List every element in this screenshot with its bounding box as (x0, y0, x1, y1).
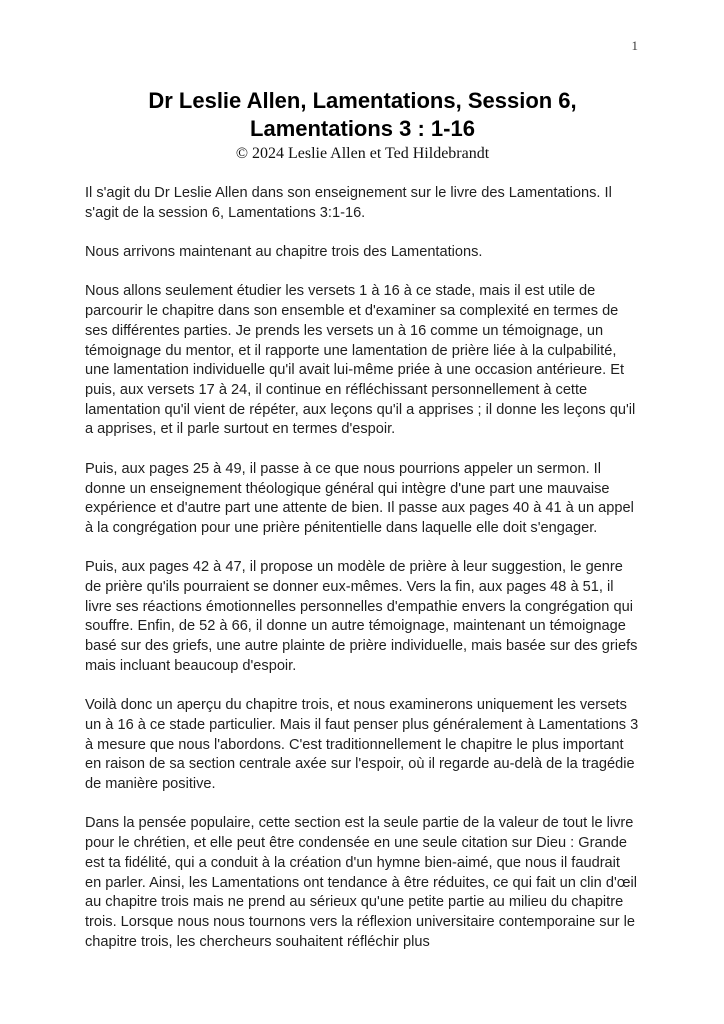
paragraph-intro: Il s'agit du Dr Leslie Allen dans son enseignement sur le livre des Lamentations. Il s'agit de la session 6, Lamentations 3:1-16. (85, 185, 612, 221)
document-body (85, 184, 640, 952)
title-line-2: Lamentations 3 : 1-16 (250, 116, 475, 141)
paragraph-verses-overview: Nous allons seulement étudier les versets 1 à 16 à ce stade, mais il est utile de parcourir le chapitre dans son ensemble et d'examiner sa complexité en termes de ses différentes parties. Je prends les versets un à 16 comme un témoignage, un témoignage du mentor, et il rapporte une lamentation de prière liée à la culpabilité, une lamentation individuelle qu'il avait lui-même priée à une occasion antérieure. Et puis, aux versets 17 à 24, il continue en réfléchissant personnellement à cette lamentation qu'il vient de répéter, aux leçons qu'il a apprises ; il donne les leçons qu'il a apprises, et il parle surtout en termes d'espoir. (85, 283, 636, 438)
paragraph-chapter-summary: Voilà donc un aperçu du chapitre trois, et nous examinerons uniquement les versets un à 16 à ce stade particulier. Mais il faut penser plus généralement à Lamentations 3 à mesure que nous l'abordons. C'est traditionnellement le chapitre le plus important en raison de sa section centrale axée sur l'espoir, où il regarde au-delà de la tragédie de manière positive. (85, 697, 639, 793)
paragraph-prayer-model: Puis, aux pages 42 à 47, il propose un modèle de prière à leur suggestion, le genre de prière qu'ils pourraient se donner eux-mêmes. Vers la fin, aux pages 48 à 51, il livre ses réactions émotionnelles personnelles d'empathie envers la congrégation qui souffre. Enfin, de 52 à 66, il donne un autre témoignage, maintenant un témoignage basé sur des griefs, une autre plainte de prière individuelle, mais basée sur des griefs mais incluant beaucoup d'espoir. (85, 559, 638, 674)
title-line-1: Dr Leslie Allen, Lamentations, Session 6, (148, 88, 577, 113)
paragraph-popular-thought: Dans la pensée populaire, cette section est la seule partie de la valeur de tout le livre pour le chrétien, et elle peut être condensée en une seule citation sur Dieu : Grande est ta fidélité, qui a conduit à la création d'un hymne bien-aimé, que nous il faudrait en parler. Ainsi, les Lamentations ont tendance à être réduites, ce qui fait un clin d'œil au chapitre trois mais ne prend au sérieux qu'une petite partie au milieu du chapitre trois. Lorsque nous nous tournons vers la réflexion universitaire contemporaine sur le chapitre trois, les chercheurs souhaitent réfléchir plus (85, 815, 637, 950)
paragraph-sermon-section: Puis, aux pages 25 à 49, il passe à ce que nous pourrions appeler un sermon. Il donne un enseignement théologique général qui intègre d'une part une mauvaise expérience et d'autre part une attente de bien. Il passe aux pages 40 à 41 à un appel à la congrégation pour une prière pénitentielle dans laquelle elle doit s'engager. (85, 460, 634, 536)
page-title (85, 87, 640, 143)
page-number: 1 (631, 38, 638, 53)
copyright-line: © 2024 Leslie Allen et Ted Hildebrandt (235, 145, 490, 162)
paragraph-chapter-three-intro: Nous arrivons maintenant au chapitre trois des Lamentations. (85, 244, 483, 261)
